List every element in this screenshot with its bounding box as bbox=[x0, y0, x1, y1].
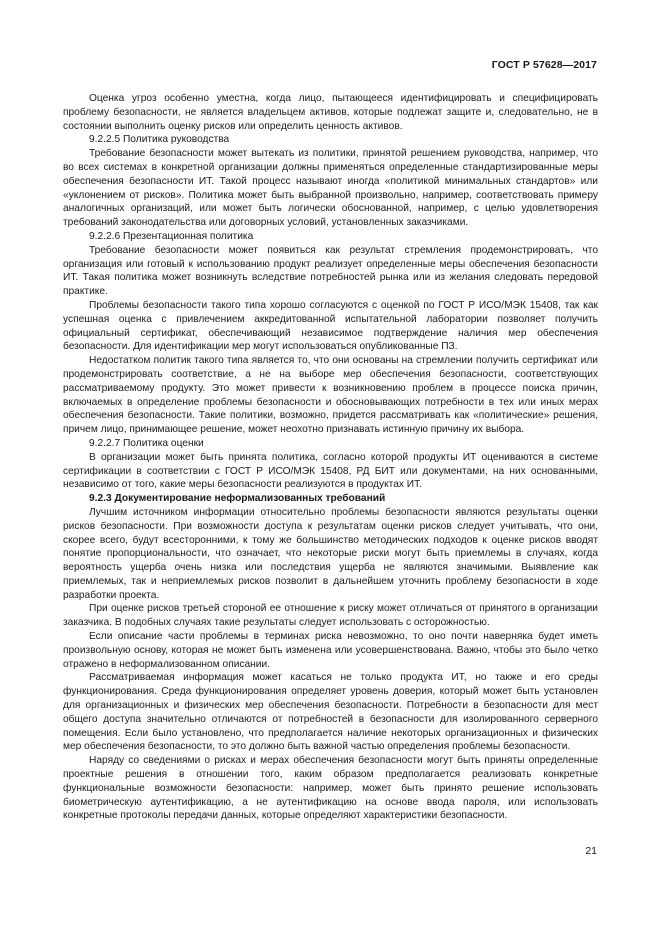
paragraph-operational-environment: Рассматриваемая информация может касаться не только продукта ИТ, но также и его среды функционирования. Среда функционирования определяет уровень доверия, который может быть установлен для организационных и физических мер обеспечения безопасности. Потребности в безопасности для мест общего доступа значительно отличаются от потребностей в безопасности для изолированного серверного помещения. Если было установлено, что предполагается наличие некоторых организационных и физических мер обеспечения безопасности, то это должно быть важной частью определения проблемы безопасности. bbox=[63, 672, 598, 753]
page-number: 21 bbox=[585, 845, 597, 857]
document-header: ГОСТ Р 57628—2017 bbox=[491, 59, 597, 71]
paragraph-threat-assessment: Оценка угроз особенно уместна, когда лицо, пытающееся идентифицировать и специфицировать проблему безопасности, не является владельцем активов, которые подлежат защите и, следовательно, не в состоянии выполнить оценку рисков или определить ценность активов. bbox=[63, 93, 598, 132]
paragraph-evaluation-policy: В организации может быть принята политика, согласно которой продукты ИТ оцениваются в системе сертификации в соответствии с ГОСТ Р ИСО/МЭК 15408, РД БИТ или документами, на них основанными, независимо от того, какие меры безопасности реализуются в продуктах ИТ. bbox=[63, 451, 598, 491]
section-heading-9-2-3: 9.2.3 Документирование неформализованных требований bbox=[89, 493, 386, 505]
paragraph-design-decisions: Наряду со сведениями о рисках и мерах обеспечения безопасности могут быть приняты определенные проектные решения в отношении того, каким образом предполагается реализовать конкретные функциональные возможности безопасности: например, может быть принято решение использовать биометрическую аутентификацию, а не аутентификацию на основе ввода пароля, или использовать конкретные протоколы передачи данных, которые определяют характеристики безопасности. bbox=[63, 755, 598, 822]
paragraph-third-party-risk: При оценке рисков третьей стороной ее отношение к риску может отличаться от принятого в организации заказчика. В подобных случаях такие результаты следует использовать с осторожностью. bbox=[63, 603, 598, 629]
paragraph-arbitrary-basis: Если описание части проблемы в терминах риска невозможно, то оно почти наверняка будет иметь произвольную основу, которая не может быть изменена или усовершенствована. Важно, чтобы это было четко отражено в неформализованном описании. bbox=[63, 631, 598, 670]
section-heading-9-2-2-7: 9.2.2.7 Политика оценки bbox=[89, 437, 204, 449]
paragraph-presentation-policy: Требование безопасности может появиться как результат стремления продемонстрировать, что организация или готовый к использованию продукт реализует определенные меры обеспечения безопасности ИТ. Такая политика может возникнуть вследствие потребностей рынка или из желания следовать передовой практике. bbox=[63, 244, 598, 298]
paragraph-evaluation-fit: Проблемы безопасности такого типа хорошо согласуются с оценкой по ГОСТ Р ИСО/МЭК 15408, так как успешная оценка с привлечением аккредитованной испытательной лаборатории позволяет получить официальный сертификат, обеспечивающий независимое подтверждение наличия мер обеспечения безопасности. Для идентификации мер могут использоваться опубликованные ПЗ. bbox=[63, 299, 598, 353]
section-heading-9-2-2-5: 9.2.2.5 Политика руководства bbox=[89, 134, 230, 146]
paragraph-risk-assessment-source: Лучшим источником информации относительно проблемы безопасности являются результаты оценки рисков безопасности. При возможности доступа к результатам оценки рисков следует учитывать, что они, скорее всего, будут всесторонними, к тому же большинство методических подходов к оценке рисков вводят понятие пропорциональности, что означает, что некоторые риски могут быть приемлемы в случаях, когда вероятность ущерба очень низка или последствия ущерба не являются значимыми. Выявление как приемлемых, так и неприемлемых рисков позволит в дальнейшем уточнить проблему безопасности в ходе разработки проекта. bbox=[63, 506, 598, 601]
section-heading-9-2-2-6: 9.2.2.6 Презентационная политика bbox=[89, 230, 254, 242]
paragraph-policy-drawbacks: Недостатком политик такого типа является то, что они основаны на стремлении получить сертификат или продемонстрировать соответствие, а не на выборе мер обеспечения безопасности, соответствующих рассматриваемому продукту. Это может привести к возникновению проблем в процессе поиска причин, включаемых в определение проблемы безопасности и обосновывающих потребности в тех или иных мерах обеспечения безопасности. Такие политики, возможно, придется рассматривать как «политические» решения, причем лицо, принимающее решение, может неохотно признавать истинную причину их выбора. bbox=[63, 355, 598, 436]
paragraph-management-policy: Требование безопасности может вытекать из политики, принятой решением руководства, например, что во всех системах в конкретной организации должны применяться определенные стандартизированные меры обеспечения безопасности ИТ. Такой процесс называют иногда «политикой минимальных стандартов» или «уклонением от рисков». Политика может быть выбранной произвольно, например, соответствовать примеру аналогичных организаций, или может быть логически обоснованной, например, с целью удовлетворения требований законодательства или договорных условий, установленных заказчиками. bbox=[63, 148, 598, 229]
page-body bbox=[63, 92, 598, 823]
